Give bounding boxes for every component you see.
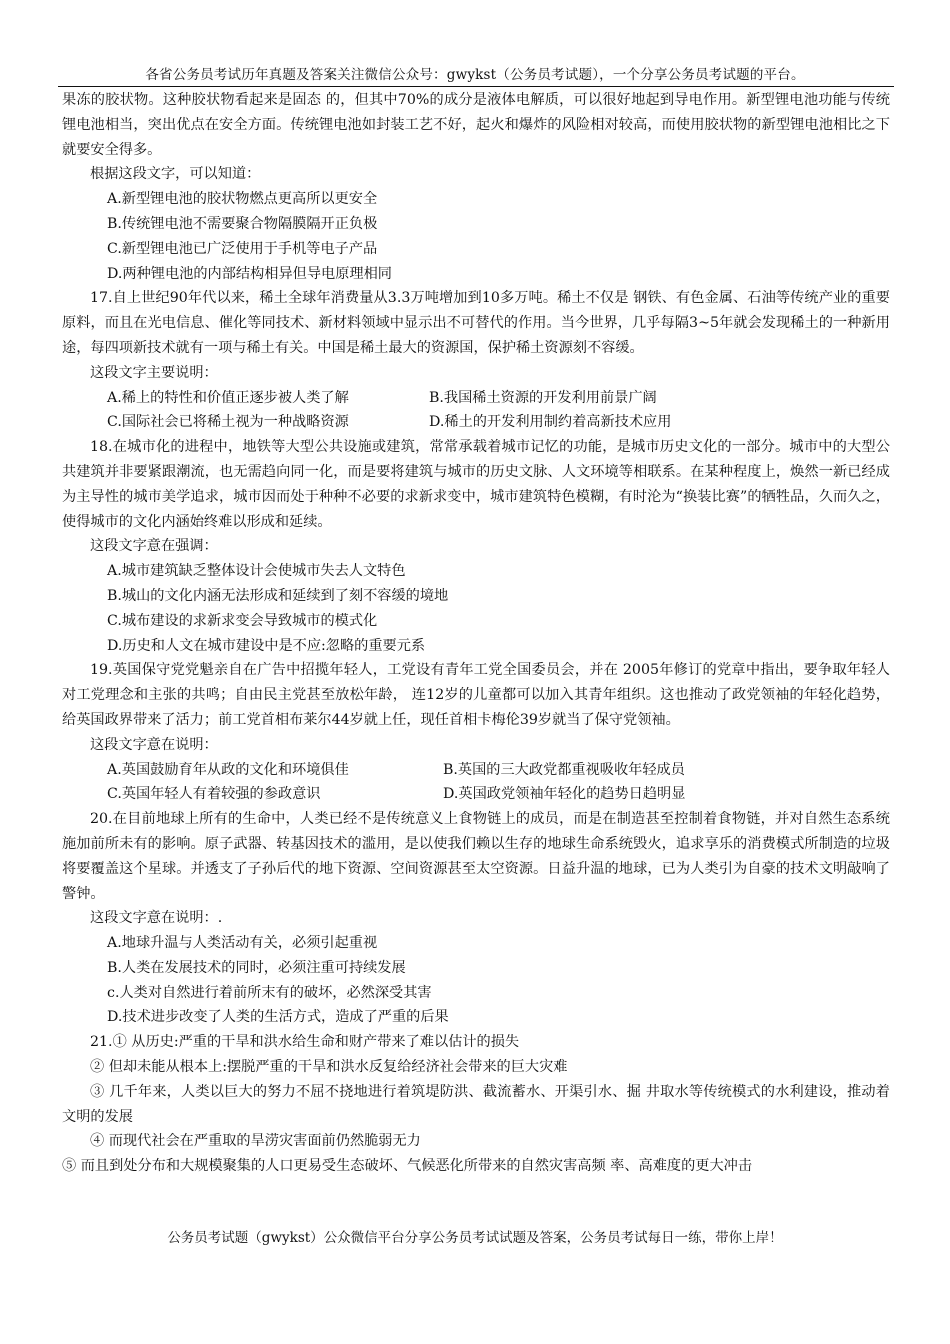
q19-option-a: A.英国鼓励育年从政的文化和环境俱佳	[107, 761, 349, 778]
q19-option-c: C.英国年轻人有着较强的参政意识	[107, 786, 321, 803]
q18-option-a: A.城市建筑缺乏整体设计会使城市失去人文特色	[107, 563, 406, 580]
q21-item-4: ④ 而现代社会在严重取的旱涝灾害面前仍然脆弱无力	[90, 1133, 421, 1150]
q19-options-row-2	[62, 782, 890, 807]
header-divider	[58, 86, 894, 87]
q19-passage: 19.英国保守党党魁亲自在广告中招揽年轻人，工党设有青年工党全国委员会，并在 2005年修订的党章中指出，要争取年轻人对工党理念和主张的共鸣；自由民主党甚至放松年龄， 连12岁的儿童都可以加入其青年组织。这也推动了政党领袖的年轻化趋势，给英国政界带来了活力；前工党首相布莱尔44岁就上任，现任首相卡梅伦39岁就当了保守党领袖。	[62, 662, 890, 728]
q18-passage: 18.在城市化的进程中，地铁等大型公共设施或建筑，常常承载着城市记忆的功能，是城市历史文化的一部分。城市中的大型公共建筑并非要紧跟潮流，也无需趋向同一化，而是要将建筑与城市的历史文脉、人文环境等相联系。在某种程度上，焕然一新已经成为主导性的城市美学追求，城市因而处于种种不必要的求新求变中，城市建筑特色模糊，有时沦为“换装比赛”的牺牲品，久而久之，使得城市的文化内涵始终难以形成和延续。	[62, 439, 890, 530]
q17-option-b: B.我国稀土资源的开发利用前景广阔	[429, 389, 657, 406]
q17-stem: 这段文字主要说明：	[90, 364, 218, 381]
q19-options-row-1	[62, 758, 890, 783]
q17-option-a: A.稀上的特性和价值正逐步被人类了解	[107, 389, 349, 406]
document-body	[62, 88, 890, 1179]
q19-stem: 这段文字意在说明：	[90, 736, 218, 753]
q18-option-c: C.城布建设的求新求变会导致城市的模式化	[107, 612, 378, 629]
q16-passage: 果冻的胶状物。这种胶状物看起来是固态 的，但其中70%的成分是液体电解质，可以很好地起到导电作用。新型锂电池功能与传统锂电池相当，突出优点在安全方面。传统锂电池如封装工艺不好，起火和爆炸的风险相对较高，而使用胶状物的新型锂电池相比之下就要安全得多。	[62, 92, 890, 158]
q19-option-b: B.英国的三大政党都重视吸收年轻成员	[443, 761, 685, 778]
q17-options-row-2	[62, 410, 890, 435]
q20-option-c: c.人类对自然进行着前所末有的破坏，必然深受其害	[107, 984, 432, 1001]
q20-option-a: A.地球升温与人类活动有关，必须引起重视	[107, 935, 378, 952]
q17-option-d: D.稀土的开发利用制约着高新技术应用	[429, 414, 672, 431]
q20-option-d: D.技术进步改变了人类的生活方式，造成了严重的后果	[107, 1009, 449, 1026]
q16-option-c: C.新型锂电池已广泛使用于手机等电子产品	[107, 240, 378, 257]
q17-option-c: C.国际社会已将稀土视为一种战略资源	[107, 414, 349, 431]
q16-stem: 根据这段文字，可以知道：	[90, 166, 261, 183]
page-footer: 公务员考试题（gwykst）公众微信平台分享公务员考试试题及答案，公务员考试每日一练，带你上岸！	[167, 1230, 783, 1246]
q18-stem: 这段文字意在强调：	[90, 538, 218, 555]
q16-option-b: B.传统锂电池不需要聚合物隔膜隔开正负极	[107, 215, 378, 232]
q17-passage: 17.自上世纪90年代以来，稀土全球年消费量从3.3万吨增加到10多万吨。稀土不仅是 钢铁、有色金属、石油等传统产业的重要原料，而且在光电信息、催化等同技术、新材料领域中显示出不可替代的作用。当今世界，几乎每隔3~5年就会发现稀土的一种新用途，每四项新技术就有一项与稀土有关。中国是稀土最大的资源国，保护稀土资源刻不容缓。	[62, 290, 890, 356]
q20-passage: 20.在目前地球上所有的生命中，人类已经不是传统意义上食物链上的成员，而是在制造甚至控制着食物链，并对自然生态系统施加前所未有的影响。原子武器、转基因技术的滥用，是以使我们赖以生存的地球生命系统毁火，追求享乐的消费模式所制造的垃圾将要覆盖这个星球。并透支了子孙后代的地下资源、空间资源甚至太空资源。日益升温的地球，已为人类引为自豪的技术文明敲响了警钟。	[62, 811, 890, 902]
q19-option-d: D.英国政党领袖年轻化的趋势日趋明显	[443, 786, 686, 803]
q21-item-3: ③ 几千年来，人类以巨大的努力不屈不挠地进行着筑堤防洪、截流蓄水、开渠引水、掘 井取水等传统模式的水利建设，推动着文明的发展	[62, 1083, 890, 1125]
q21-item-5: ⑤ 而且到处分布和大规模聚集的人口更易受生态破坏、气候恶化所带来的自然灾害高频 率、高难度的更大冲击	[62, 1158, 753, 1175]
q21-item-2: ② 但却未能从根本上:摆脱严重的干旱和洪水反复给经济社会带来的巨大灾难	[90, 1059, 568, 1076]
q20-stem: 这段文字意在说明：.	[90, 910, 223, 927]
page-header: 各省公务员考试历年真题及答案关注微信公众号：gwykst（公务员考试题），一个分享公务员考试题的平台。	[145, 67, 805, 83]
q16-option-d: D.两种锂电池的内部结构相异但导电原理相同	[107, 265, 392, 282]
q18-option-d: D.历史和人文在城市建设中是不应:忽略的重要元系	[107, 637, 426, 654]
q21-item-1: 21.① 从历史:严重的干旱和洪水给生命和财产带来了难以估计的损失	[90, 1034, 520, 1051]
q20-option-b: B.人类在发展技术的同时，必须注重可持续发展	[107, 959, 406, 976]
q17-options-row-1	[62, 386, 890, 411]
q18-option-b: B.城山的文化内涵无法形成和延续到了刻不容缓的境地	[107, 587, 449, 604]
q16-option-a: A.新型锂电池的胶状物燃点更高所以更安全	[107, 191, 378, 208]
